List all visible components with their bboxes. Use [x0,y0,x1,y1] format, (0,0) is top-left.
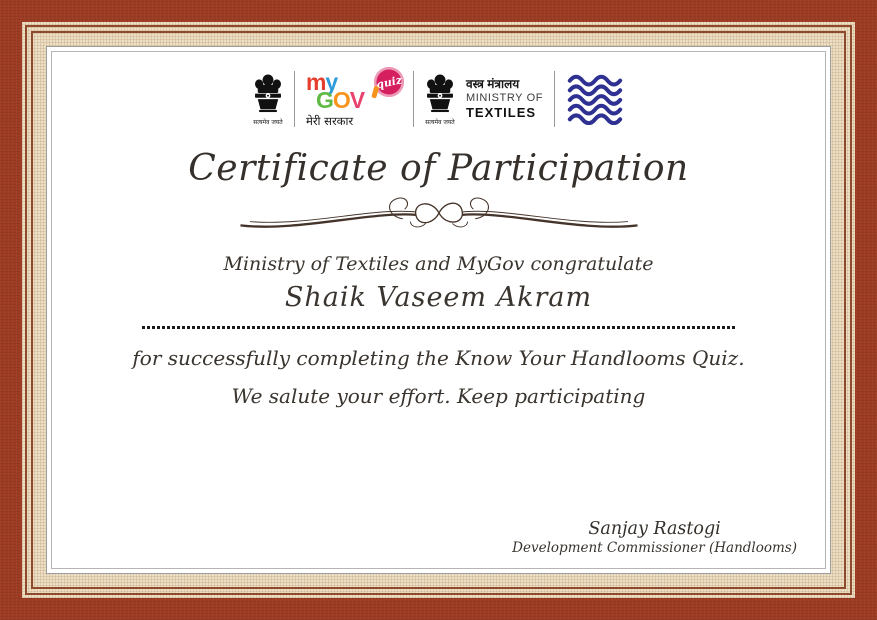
logo-divider [554,71,555,127]
emblem-caption: सत्यमेव जयते [253,118,283,126]
certificate-title: Certificate of Participation [188,148,689,189]
mygov-letter: y [325,68,338,95]
ministry-label-line2: TEXTILES [465,105,537,121]
ministry-label-line1: MINISTRY OF [465,91,544,104]
ashoka-emblem-icon [425,73,455,117]
emblem-caption: सत्यमेव जयते [425,118,455,126]
mygov-letter: O [332,87,350,113]
quiz-badge-label: quiz [374,72,404,91]
handloom-waves-icon [566,73,624,125]
dotted-separator [142,326,736,329]
header-logos [52,65,825,133]
ministry-of-textiles-logo [466,77,543,122]
frame-line-outer [25,25,852,595]
logo-divider [294,71,295,127]
signature-block [512,519,797,556]
ashoka-emblem-right [425,73,455,126]
signatory-designation: Development Commissioner (Handlooms) [512,540,797,556]
completion-line: for successfully completing the Know Your Handlooms Quiz. [132,346,745,370]
mygov-letter: G [315,87,333,113]
mygov-letter: m [305,68,326,95]
certificate-sheet [46,46,831,574]
certificate-content [51,51,826,569]
ashoka-emblem-icon [253,73,283,117]
flourish-divider-icon [234,191,644,233]
mygov-hindi-tagline: मेरी सरकार [305,114,354,129]
frame-line-inner [31,31,846,589]
congratulation-line: Ministry of Textiles and MyGov congratulate [223,253,654,275]
certificate-beige-frame [22,22,855,598]
ashoka-emblem-left [253,73,283,126]
salute-line: We salute your effort. Keep participating [231,384,646,408]
mygov-letter: V [349,87,365,113]
ministry-hindi-label: वस्त्र मंत्रालय [465,76,520,91]
flourish-divider [52,191,825,233]
logo-divider [413,71,414,127]
mygov-logo [306,69,402,130]
recipient-name: Shaik Vaseem Akram [284,282,593,313]
signatory-name: Sanjay Rastogi [588,519,721,539]
